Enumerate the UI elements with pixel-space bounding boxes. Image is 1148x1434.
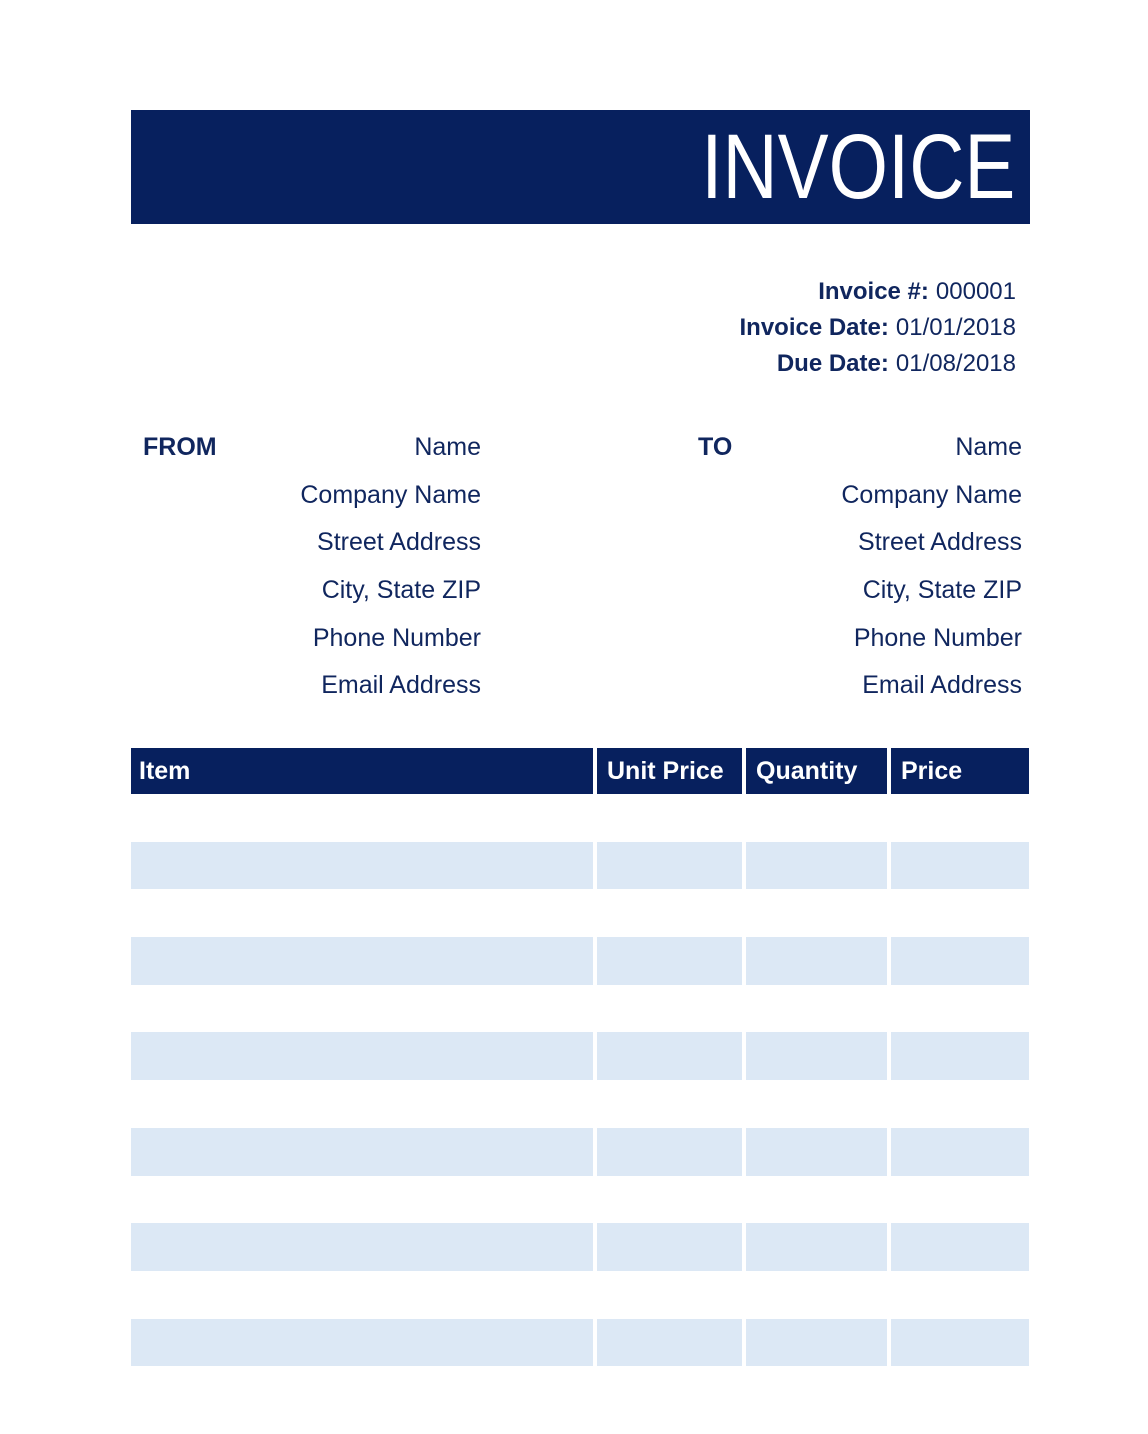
item-cell[interactable] [746, 1128, 887, 1176]
due-date-label: Due Date: [776, 350, 889, 377]
from-section [131, 424, 481, 710]
from-email-address: Email Address [321, 671, 481, 700]
item-cell[interactable] [891, 1223, 1029, 1271]
item-cell[interactable] [597, 1128, 742, 1176]
to-email-address: Email Address [862, 671, 1022, 700]
table-row [131, 937, 1029, 985]
to-company-name: Company Name [841, 480, 1022, 509]
to-name: Name [955, 433, 1022, 461]
to-label: TO [698, 433, 733, 461]
item-cell[interactable] [746, 1032, 887, 1080]
item-cell[interactable] [891, 842, 1029, 890]
invoice-date-label: Invoice Date: [739, 314, 889, 341]
column-header-price: Price [891, 748, 1029, 794]
items-table-header [131, 748, 1029, 794]
table-row [131, 1128, 1029, 1176]
to-city-state-zip: City, State ZIP [862, 576, 1022, 605]
item-cell[interactable] [131, 937, 593, 985]
item-cell[interactable] [131, 1032, 593, 1080]
invoice-banner [131, 110, 1030, 224]
item-cell[interactable] [891, 937, 1029, 985]
from-phone-number: Phone Number [312, 623, 481, 652]
to-lines [686, 424, 1022, 710]
invoice-number-value: 000001 [935, 278, 1016, 305]
table-row [131, 1032, 1029, 1080]
table-row [131, 842, 1029, 890]
item-cell[interactable] [597, 842, 742, 890]
table-row [131, 1223, 1029, 1271]
invoice-number-label: Invoice #: [818, 278, 929, 305]
item-cell[interactable] [891, 1032, 1029, 1080]
due-date-value: 01/08/2018 [895, 350, 1016, 377]
from-name: Name [414, 433, 481, 461]
to-section [686, 424, 1022, 710]
item-cell[interactable] [131, 1128, 593, 1176]
item-cell[interactable] [891, 1319, 1029, 1367]
column-header-quantity: Quantity [746, 748, 887, 794]
item-cell[interactable] [131, 842, 593, 890]
column-header-item: Item [131, 748, 593, 794]
column-header-unit-price: Unit Price [597, 748, 742, 794]
from-city-state-zip: City, State ZIP [321, 576, 481, 605]
page-title: INVOICE [701, 116, 1015, 218]
item-cell[interactable] [131, 1319, 593, 1367]
table-row [131, 1319, 1029, 1367]
item-cell[interactable] [597, 1223, 742, 1271]
item-cell[interactable] [597, 1032, 742, 1080]
to-phone-number: Phone Number [853, 623, 1022, 652]
invoice-date-value: 01/01/2018 [895, 314, 1016, 341]
item-cell[interactable] [746, 937, 887, 985]
item-cell[interactable] [131, 1223, 593, 1271]
item-cell[interactable] [746, 1223, 887, 1271]
from-label: FROM [143, 433, 217, 461]
items-table-body [131, 794, 1029, 1366]
invoice-meta [739, 274, 1016, 382]
item-cell[interactable] [746, 842, 887, 890]
item-cell[interactable] [746, 1319, 887, 1367]
from-company-name: Company Name [300, 480, 481, 509]
item-cell[interactable] [891, 1128, 1029, 1176]
due-date-row [739, 346, 1016, 382]
invoice-date-row [739, 310, 1016, 346]
to-street-address: Street Address [858, 528, 1022, 557]
invoice-number-row [739, 274, 1016, 310]
item-cell[interactable] [597, 1319, 742, 1367]
item-cell[interactable] [597, 937, 742, 985]
from-street-address: Street Address [317, 528, 481, 557]
